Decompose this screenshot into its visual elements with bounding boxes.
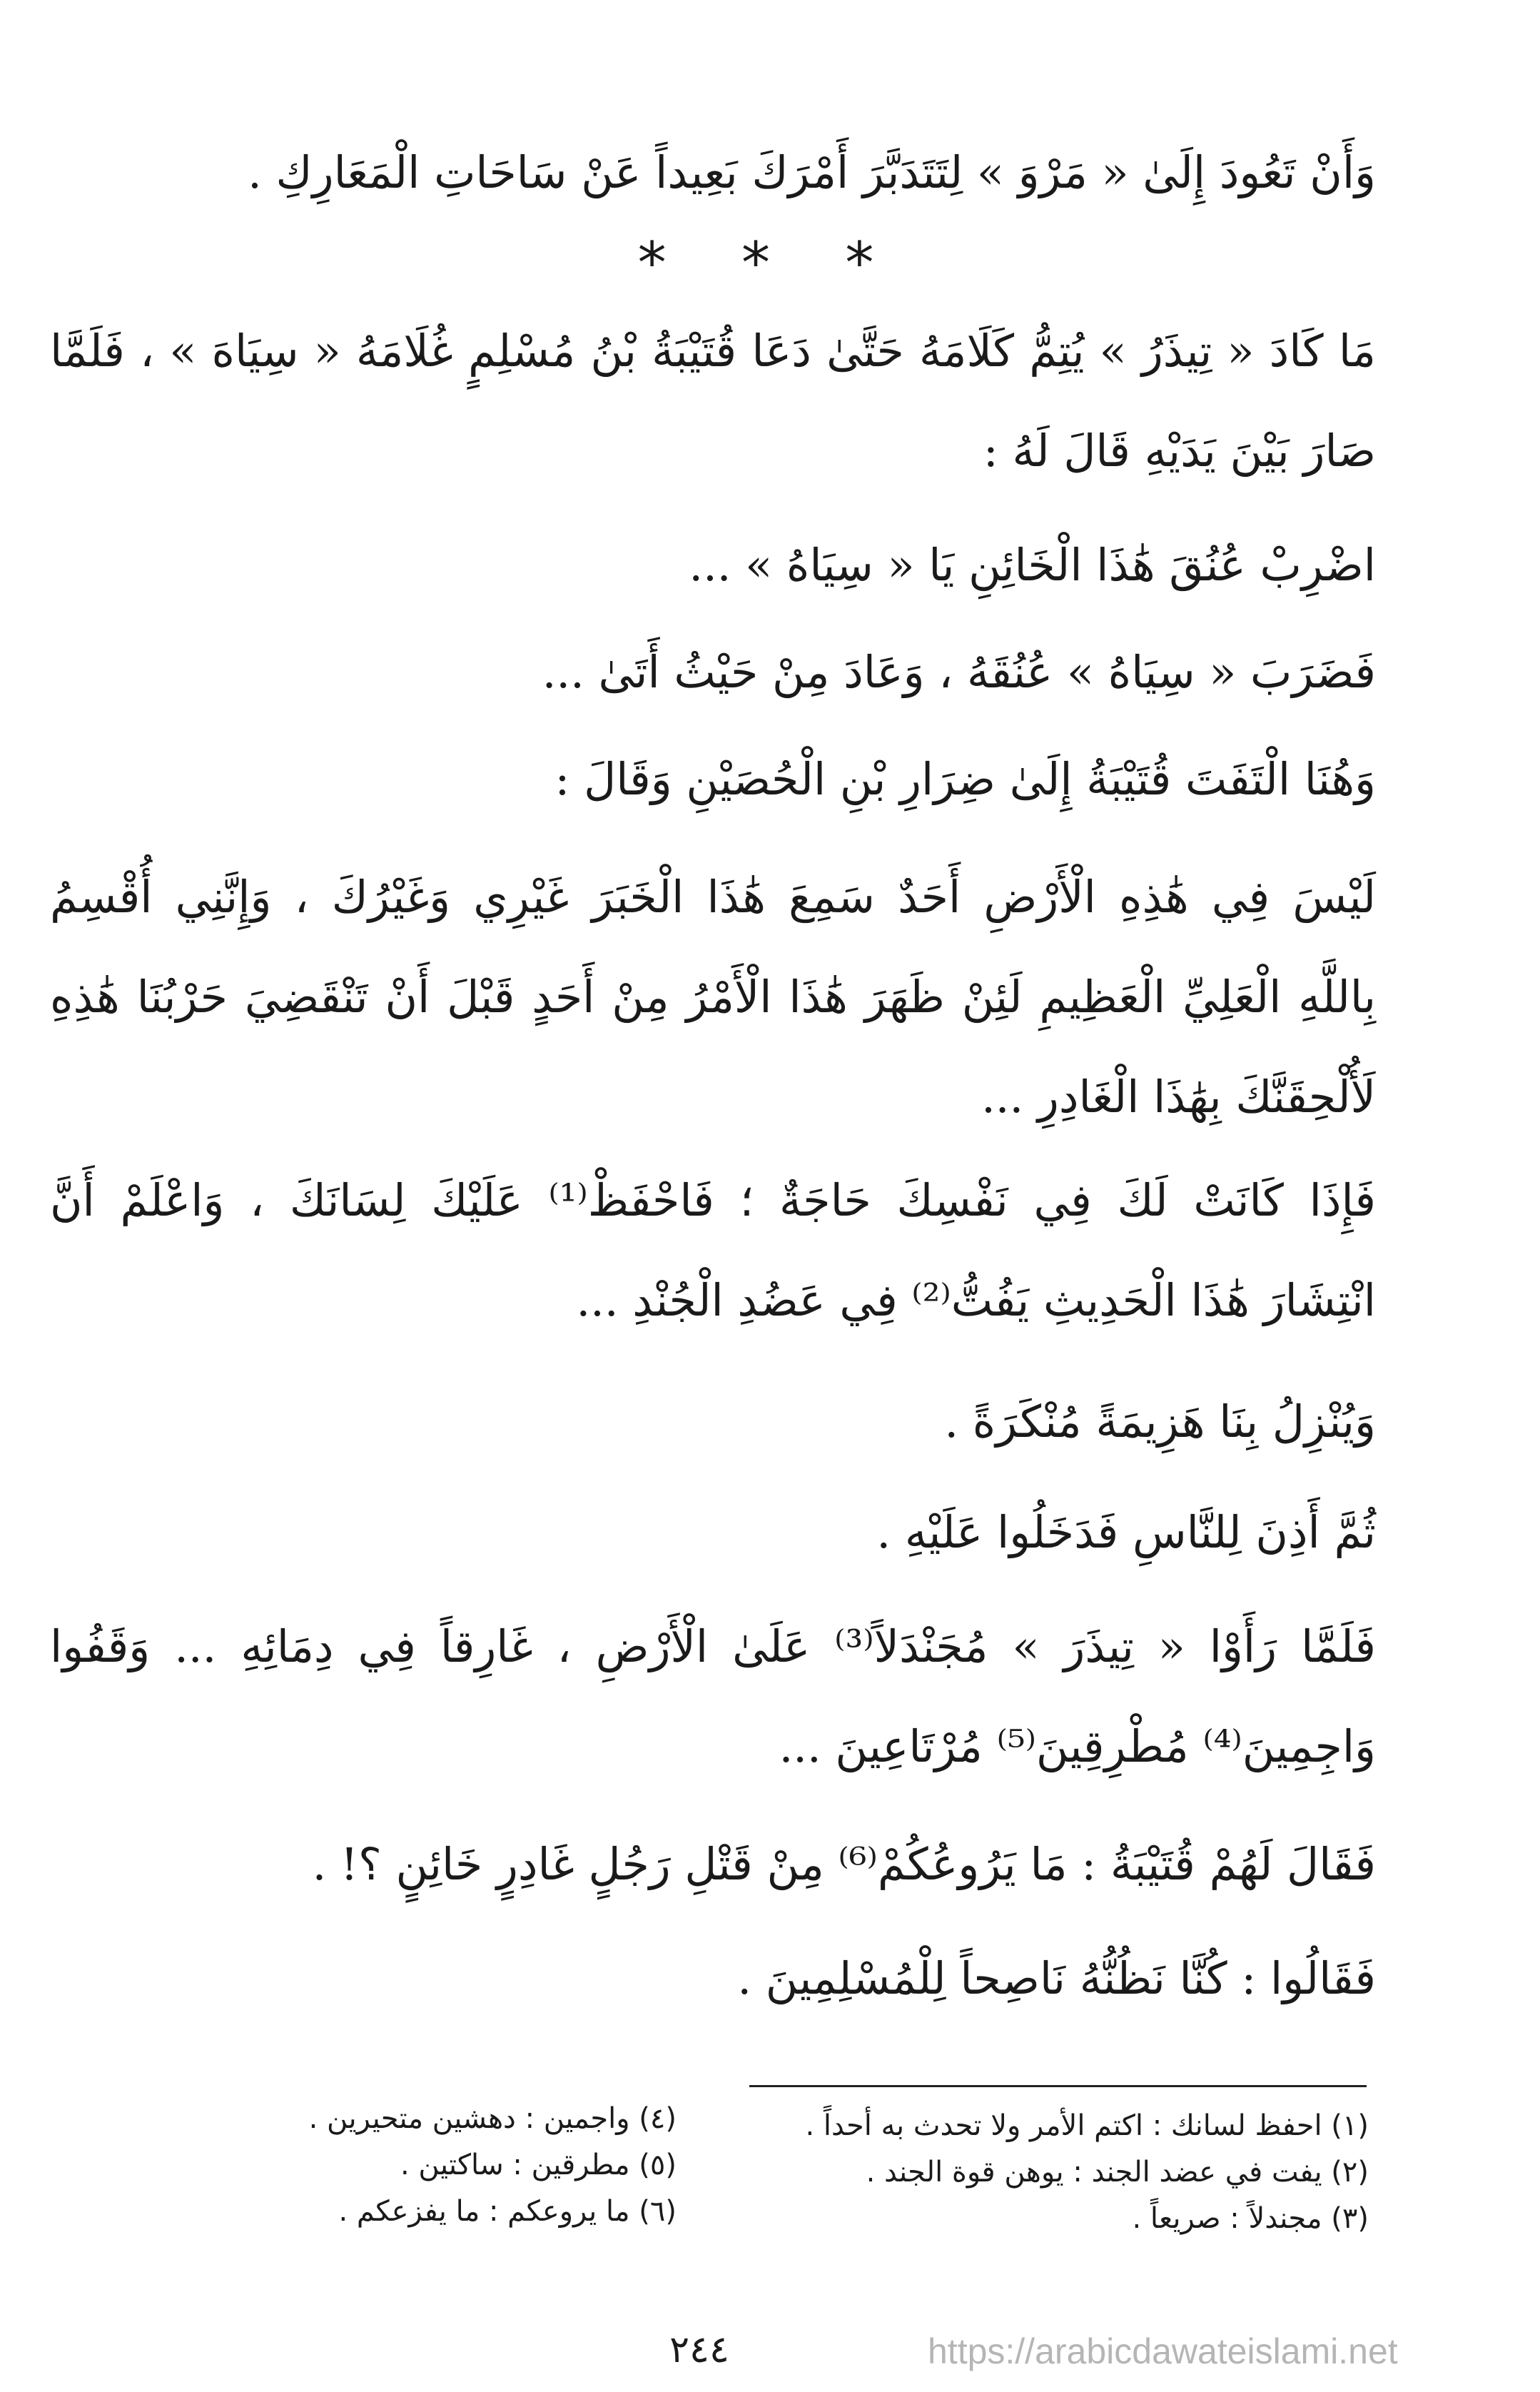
footnote-4: (٤) واجمين : دهشين متحيرين . xyxy=(308,2102,677,2135)
footnote-1: (١) احفظ لسانك : اكتم الأمر ولا تحدث به أحداً . xyxy=(805,2109,1369,2142)
page-number: ٢٤٤ xyxy=(669,2328,729,2371)
body-line-10: فَإِذَا كَانَتْ لَكَ فِي نَفْسِكَ حَاجَةٌ ؛ فَاحْفَظْ⁽¹⁾ عَلَيْكَ لِسَانَكَ ، وَاعْلَمْ أَنَّ xyxy=(50,1174,1376,1226)
body-line-15: وَاجِمِينَ⁽⁴⁾ مُطْرِقِينَ⁽⁵⁾ مُرْتَاعِينَ ... xyxy=(779,1720,1376,1772)
body-line-12: وَيُنْزِلُ بِنَا هَزِيمَةً مُنْكَرَةً . xyxy=(944,1396,1376,1448)
footnote-5: (٥) مطرقين : ساكتين . xyxy=(400,2149,677,2181)
body-line-17: فَقَالُوا : كُنَّا نَظُنُّهُ نَاصِحاً لِلْمُسْلِمِينَ . xyxy=(737,1952,1376,2004)
body-line-4: اضْرِبْ عُنُقَ هَٰذَا الْخَائِنِ يَا « سِيَاهُ » ... xyxy=(689,539,1376,591)
footnote-3: (٣) مجندلاً : صريعاً . xyxy=(1132,2202,1369,2235)
body-line-6: وَهُنَا الْتَفَتَ قُتَيْبَةُ إِلَىٰ ضِرَارِ بْنِ الْحُصَيْنِ وَقَالَ : xyxy=(554,753,1376,805)
body-line-14: فَلَمَّا رَأَوْا « تِيذَرَ » مُجَنْدَلاً⁽³⁾ عَلَىٰ الْأَرْضِ ، غَارِقاً فِي دِمَائِهِ ... وَقَفُوا xyxy=(50,1620,1376,1672)
footnote-6: (٦) ما يروعكم : ما يفزعكم . xyxy=(338,2195,677,2228)
body-line-5: فَضَرَبَ « سِيَاهُ » عُنُقَهُ ، وَعَادَ مِنْ حَيْثُ أَتَىٰ ... xyxy=(542,646,1376,698)
body-line-9: لَأُلْحِقَنَّكَ بِهَٰذَا الْغَادِرِ ... xyxy=(981,1071,1376,1123)
footnote-2: (٢) يفت في عضد الجند : يوهن قوة الجند . xyxy=(866,2156,1369,2189)
body-line-16: فَقَالَ لَهُمْ قُتَيْبَةُ : مَا يَرُوعُكُمْ⁽⁶⁾ مِنْ قَتْلِ رَجُلٍ غَادِرٍ خَائِنٍ ؟! . xyxy=(312,1838,1376,1890)
footnote-rule xyxy=(749,2085,1367,2087)
watermark-url: https://arabicdawateislami.net xyxy=(928,2331,1398,2371)
section-separator: * * * xyxy=(637,230,903,296)
body-line-13: ثُمَّ أَذِنَ لِلنَّاسِ فَدَخَلُوا عَلَيْهِ . xyxy=(876,1506,1376,1558)
body-line-3: صَارَ بَيْنَ يَدَيْهِ قَالَ لَهُ : xyxy=(983,425,1376,477)
body-line-2: مَا كَادَ « تِيذَرُ » يُتِمُّ كَلَامَهُ حَتَّىٰ دَعَا قُتَيْبَةُ بْنُ مُسْلِمٍ غُلَامَهُ « سِيَاهَ » ، فَلَمَّا xyxy=(50,325,1376,377)
body-line-1: وَأَنْ تَعُودَ إِلَىٰ « مَرْوَ » لِتَتَدَبَّرَ أَمْرَكَ بَعِيداً عَنْ سَاحَاتِ الْمَعَارِكِ . xyxy=(248,146,1376,198)
body-line-11: انْتِشَارَ هَٰذَا الْحَدِيثِ يَفُتُّ⁽²⁾ فِي عَضُدِ الْجُنْدِ ... xyxy=(576,1274,1376,1326)
body-line-7: لَيْسَ فِي هَٰذِهِ الْأَرْضِ أَحَدٌ سَمِعَ هَٰذَا الْخَبَرَ غَيْرِي وَغَيْرُكَ ، وَإِنَّنِي أُقْسِمُ xyxy=(50,871,1376,923)
body-line-8: بِاللَّهِ الْعَلِيِّ الْعَظِيمِ لَئِنْ ظَهَرَ هَٰذَا الْأَمْرُ مِنْ أَحَدٍ قَبْلَ أَنْ تَنْقَضِيَ حَرْبُنَا هَٰذِهِ xyxy=(50,971,1376,1023)
